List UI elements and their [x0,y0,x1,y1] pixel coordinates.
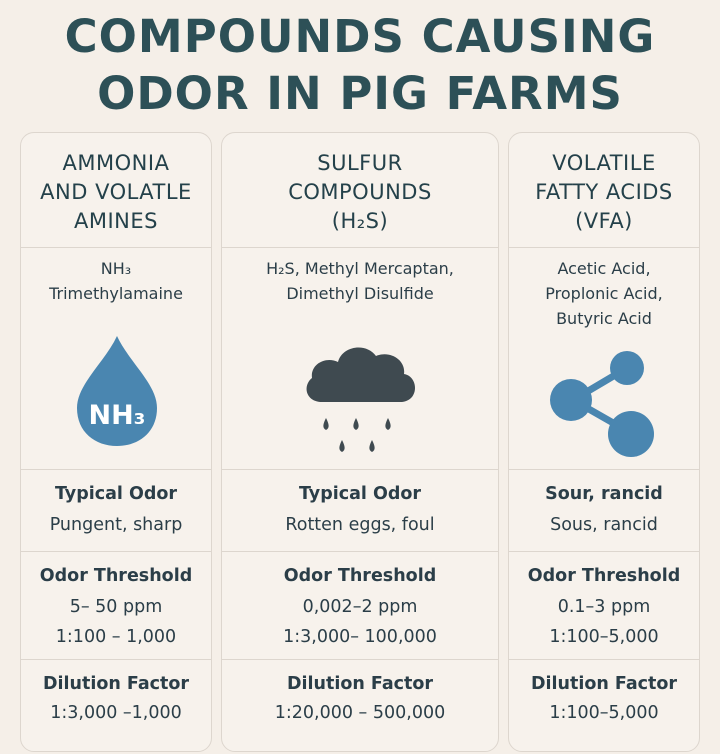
heading-line: COMPOUNDS [288,180,432,204]
typical-odor-value: Rotten eggs, foul [285,515,435,535]
threshold-section [21,551,211,660]
threshold-section [509,551,699,660]
compounds-section [222,247,498,470]
typical-odor-section [222,469,498,552]
typical-odor-label: Typical Odor [298,484,422,504]
threshold-value: 0.1–3 ppm [557,597,651,617]
dilution-section [509,659,699,754]
dilution-label: Dilution Factor [286,674,434,694]
threshold-label: Odor Threshold [527,566,681,586]
threshold-value: 1:3,000– 100,000 [283,627,437,647]
title-line-1: COMPOUNDS CAUSING [64,10,656,63]
column-vfa [508,132,700,752]
heading-line: AMINES [74,209,158,233]
heading-line: VOLATILE [552,151,656,175]
dilution-label: Dilution Factor [42,674,190,694]
page-title [0,8,720,122]
typical-odor-label: Typical Odor [54,484,178,504]
rain-cloud-icon [296,336,426,456]
dilution-value: 1:20,000 – 500,000 [274,703,446,723]
dilution-section [21,659,211,754]
column-heading [21,149,211,236]
column-ammonia [20,132,212,752]
heading-line: (VFA) [575,209,633,233]
heading-line: AMMONIA [62,151,170,175]
threshold-value: 0,002–2 ppm [302,597,418,617]
typical-odor-section [509,469,699,552]
compound-name: Proplonic Acid, [545,284,663,303]
molecule-icon [545,348,665,468]
threshold-label: Odor Threshold [39,566,193,586]
threshold-section [222,551,498,660]
threshold-label: Odor Threshold [283,566,437,586]
drop-label: NH₃ [88,400,146,431]
compound-name: Butyric Acid [556,309,652,328]
heading-line: SULFUR [317,151,403,175]
compound-name: Trimethylamaine [49,284,183,303]
typical-odor-value: Sous, rancid [550,515,658,535]
typical-odor-value: Pungent, sharp [49,515,183,535]
compounds-section [509,247,699,470]
dilution-value: 1:3,000 –1,000 [50,703,182,723]
column-heading [222,149,498,236]
dilution-label: Dilution Factor [530,674,678,694]
threshold-value: 5– 50 ppm [69,597,163,617]
column-sulfur [221,132,499,752]
column-heading [509,149,699,236]
compound-name: H₂S, Methyl Mercaptan, [266,259,454,278]
threshold-value: 1:100–5,000 [549,627,659,647]
typical-odor-section [21,469,211,552]
dilution-value: 1:100–5,000 [549,703,659,723]
heading-line: (H₂S) [331,209,389,233]
threshold-value: 1:100 – 1,000 [55,627,177,647]
heading-line: AND VOLATLE [40,180,192,204]
title-line-2: ODOR IN PIG FARMS [97,67,623,120]
compounds-section [21,247,211,470]
compound-name: NH₃ [100,259,132,278]
compound-name: Dimethyl Disulfide [286,284,434,303]
water-drop-icon [67,332,167,452]
heading-line: FATTY ACIDS [535,180,673,204]
typical-odor-label: Sour, rancid [545,484,663,504]
compound-name: Acetic Acid, [557,259,651,278]
dilution-section [222,659,498,754]
